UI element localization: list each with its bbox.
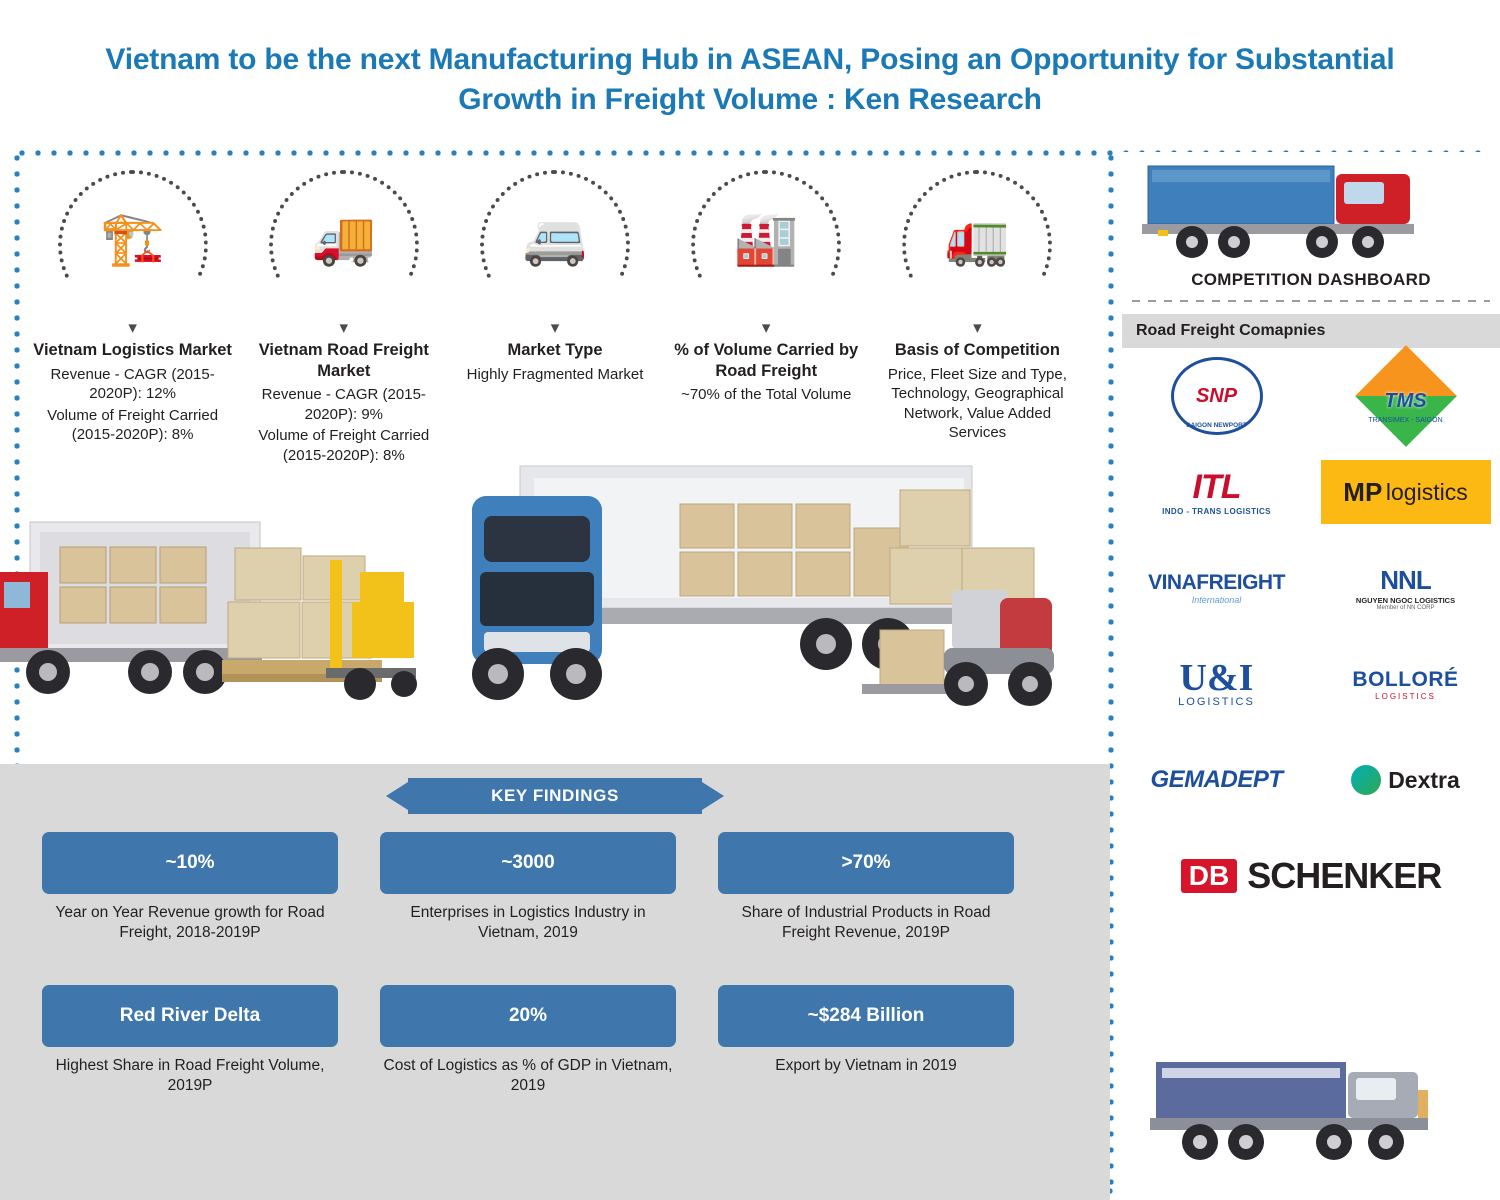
company-name: VINAFREIGHT: [1148, 571, 1285, 594]
metric-body: [30, 365, 235, 445]
company-name: NNL: [1380, 565, 1431, 595]
competition-dashboard-panel: [1122, 152, 1500, 1200]
company-sub: INDO - TRANS LOGISTICS: [1162, 507, 1271, 516]
company-name: GEMADEPT: [1150, 766, 1283, 793]
tms-logo-mark: [1347, 360, 1465, 432]
chevron-down-icon: ▾: [973, 318, 982, 337]
dump-truck-illustration: [1122, 1038, 1500, 1188]
metric-title: Vietnam Logistics Market: [33, 341, 232, 359]
vinafreight-logo-mark: [1148, 571, 1285, 605]
metrics-row: [0, 152, 1110, 467]
key-findings-grid: [0, 828, 1110, 1097]
company-sub: International: [1191, 595, 1242, 605]
icon-circle: [902, 170, 1052, 320]
snp-logo-mark: [1171, 357, 1263, 435]
company-name: Dextra: [1388, 766, 1460, 793]
db-schenker-logo-mark: [1181, 855, 1441, 897]
metric-market-type: [452, 170, 657, 467]
company-logo-ui-logistics[interactable]: [1122, 636, 1311, 732]
key-finding-label: Year on Year Revenue growth for Road Freight, 2018-2019P: [55, 904, 325, 942]
icon-circle: [58, 170, 208, 320]
key-finding-value: Red River Delta: [42, 985, 338, 1047]
warehouse-forklift-icon: 🏗️: [100, 210, 165, 268]
key-finding-label: Highest Share in Road Freight Volume, 2019P: [55, 1057, 325, 1095]
metric-line: Price, Fleet Size and Type, Technology, Geographical Network, Value Added Services: [887, 365, 1067, 442]
nnl-logo-mark: [1356, 565, 1455, 611]
forklift-icon: 🏭: [733, 210, 799, 268]
company-name: ITL: [1192, 468, 1241, 506]
itl-logo-mark: [1162, 468, 1271, 516]
metric-vietnam-road-freight-market: [241, 170, 446, 467]
key-finding-value: >70%: [718, 832, 1014, 894]
metric-body: [875, 365, 1080, 443]
road-freight-companies-header: Road Freight Comapnies: [1122, 314, 1500, 348]
chevron-down-icon: ▾: [550, 318, 560, 337]
dashboard-title: COMPETITION DASHBOARD: [1191, 270, 1431, 289]
mp-logo-mark: [1321, 460, 1491, 524]
company-logo-grid: [1122, 348, 1500, 924]
chevron-down-icon: ▾: [128, 318, 137, 337]
key-finding-card: [380, 832, 676, 943]
company-logo-bollore[interactable]: [1311, 636, 1500, 732]
metric-title: Market Type: [507, 341, 603, 359]
metric-vietnam-logistics-market: [30, 170, 235, 467]
key-findings-ribbon-wrap: [0, 778, 1110, 828]
db-icon: DB: [1181, 859, 1237, 893]
metric-title: Basis of Competition: [894, 341, 1060, 359]
metric-line: Volume of Freight Carried (2015-2020P): 8%: [258, 427, 430, 464]
metric-body: [664, 385, 869, 405]
metric-line: Highly Fragmented Market: [466, 365, 644, 383]
metric-volume-by-road-freight: [664, 170, 869, 467]
company-logo-mp-logistics[interactable]: [1311, 444, 1500, 540]
truck-speed-icon: 🚛: [945, 210, 1010, 268]
company-name: MP: [1343, 476, 1383, 507]
key-finding-label: Export by Vietnam in 2019: [775, 1057, 957, 1075]
icon-circle: [691, 170, 841, 320]
metric-body: [452, 365, 657, 385]
dextra-logo-mark: [1351, 765, 1460, 795]
ui-logo-mark: [1178, 656, 1255, 709]
icon-circle: [480, 170, 630, 320]
metric-line: Revenue - CAGR (2015-2020P): 12%: [50, 365, 215, 403]
company-logo-itl[interactable]: [1122, 444, 1311, 540]
company-sub: LOGISTICS: [1178, 696, 1255, 709]
van-loading-icon: 🚐: [522, 210, 588, 268]
chevron-down-icon: ▾: [761, 318, 771, 337]
page-title: Vietnam to be the next Manufacturing Hub in ASEAN, Posing an Opportunity for Substantial Growth in Freight Volume : Ken Research: [105, 43, 1395, 116]
key-finding-value: ~10%: [42, 832, 338, 894]
key-finding-card: [42, 832, 338, 943]
company-logo-db-schenker[interactable]: [1122, 828, 1500, 924]
company-sub: SAIGON NEWPORT: [1186, 422, 1247, 429]
key-finding-label: Share of Industrial Products in Road Freight Revenue, 2019P: [741, 904, 991, 942]
company-logo-dextra[interactable]: [1311, 732, 1500, 828]
company-logo-gemadept[interactable]: [1122, 732, 1311, 828]
company-logo-vinafreight[interactable]: [1122, 540, 1311, 636]
company-sub: LOGISTICS: [1375, 691, 1436, 701]
key-finding-card: [42, 985, 338, 1096]
key-finding-label: Enterprises in Logistics Industry in Vietnam, 2019: [410, 904, 646, 942]
company-sub: logistics: [1385, 478, 1468, 505]
key-finding-card: [380, 985, 676, 1096]
company-name: TMS: [1384, 390, 1427, 412]
key-finding-value: ~$284 Billion: [718, 985, 1014, 1047]
company-sub: TRANSIMEX - SAIGON: [1368, 417, 1443, 424]
dextra-icon: [1351, 765, 1381, 795]
company-name: BOLLORÉ: [1352, 667, 1459, 691]
metric-title: Vietnam Road Freight Market: [258, 341, 429, 380]
company-logo-snp[interactable]: [1122, 348, 1311, 444]
delivery-truck-boxes-icon: 🚚: [311, 210, 377, 268]
metric-title: % of Volume Carried by Road Freight: [674, 341, 859, 380]
chevron-down-icon: ▾: [339, 318, 349, 337]
metric-line: ~70% of the Total Volume: [681, 386, 852, 404]
icon-circle: [269, 170, 419, 320]
key-finding-card: [718, 985, 1014, 1096]
dashed-separator: [1132, 300, 1490, 302]
company-name: SNP: [1195, 384, 1238, 407]
red-truck-illustration: [1122, 152, 1500, 270]
gemadept-logo-mark: [1150, 766, 1282, 794]
company-sub: NGUYEN NGOC LOGISTICS: [1355, 596, 1456, 605]
company-name: SCHENKER: [1247, 855, 1442, 896]
metric-line: Revenue - CAGR (2015-2020P): 9%: [261, 386, 426, 423]
key-findings-panel: [0, 764, 1110, 1200]
bollore-logo-mark: [1352, 668, 1458, 701]
company-logo-tms[interactable]: [1311, 348, 1500, 444]
company-logo-nnl[interactable]: [1311, 540, 1500, 636]
main-content: [0, 152, 1110, 1200]
metric-line: Volume of Freight Carried (2015-2020P): 8%: [47, 406, 219, 444]
key-finding-value: ~3000: [380, 832, 676, 894]
company-sub2: Member of NN CORP: [1376, 605, 1435, 611]
key-finding-value: 20%: [380, 985, 676, 1047]
key-finding-card: [718, 832, 1014, 943]
metric-basis-of-competition: [875, 170, 1080, 467]
key-finding-label: Cost of Logistics as % of GDP in Vietnam, 2019: [383, 1057, 673, 1095]
key-findings-ribbon: KEY FINDINGS: [408, 778, 702, 814]
company-name: U&I: [1179, 656, 1254, 699]
freight-illustration: [0, 452, 1110, 764]
